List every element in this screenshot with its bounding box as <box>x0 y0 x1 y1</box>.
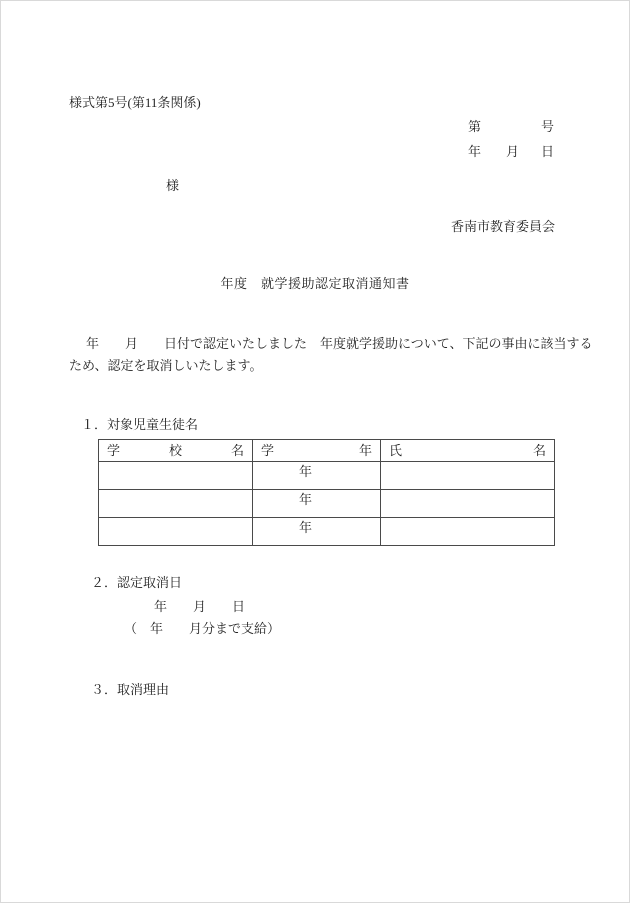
cell-school-name <box>99 518 253 546</box>
issue-date-year: 年 <box>468 144 482 159</box>
doc-number-prefix: 第 <box>468 119 482 134</box>
issuer-name: 香南市教育委員会 <box>451 219 556 234</box>
students-table <box>98 439 555 546</box>
header-grade-char-1: 学 <box>261 443 275 458</box>
header-cell-student-name <box>381 440 555 462</box>
section2-date-line: 年 月 日 <box>154 599 246 614</box>
cell-grade: 年 <box>253 462 381 490</box>
document-title: 年度 就学援助認定取消通知書 <box>220 276 410 291</box>
header-name-char-2: 名 <box>532 443 546 458</box>
header-school-char-2: 校 <box>168 443 182 458</box>
students-table-header-row <box>99 440 555 462</box>
header-school-char-3: 名 <box>230 443 244 458</box>
body-line-2: ため、認定を取消しいたします。 <box>69 358 263 373</box>
cell-grade: 年 <box>253 490 381 518</box>
cell-student-name <box>381 518 555 546</box>
section2-paren-line: （ 年 月分まで支給） <box>124 621 281 636</box>
table-row <box>99 462 555 490</box>
section3-heading: ３．取消理由 <box>91 682 170 697</box>
cell-student-name <box>381 462 555 490</box>
cell-school-name <box>99 462 253 490</box>
cell-student-name <box>381 490 555 518</box>
header-name-char-1: 氏 <box>389 443 403 458</box>
doc-number-suffix: 号 <box>541 119 555 134</box>
header-grade-char-2: 年 <box>358 443 372 458</box>
section1-heading: １．対象児童生徒名 <box>81 417 199 432</box>
table-row <box>99 490 555 518</box>
issue-date-month: 月 <box>506 144 520 159</box>
cell-school-name <box>99 490 253 518</box>
header-cell-school-name <box>99 440 253 462</box>
table-row <box>99 518 555 546</box>
cell-grade: 年 <box>253 518 381 546</box>
section2-heading: ２．認定取消日 <box>91 575 183 590</box>
addressee-honorific: 様 <box>166 178 180 193</box>
issue-date-day: 日 <box>541 144 555 159</box>
header-school-char-1: 学 <box>107 443 121 458</box>
form-number: 様式第5号(第11条関係) <box>69 95 201 110</box>
body-line-1: 年 月 日付で認定いたしました 年度就学援助について、下記の事由に該当する <box>86 336 593 351</box>
header-cell-grade <box>253 440 381 462</box>
